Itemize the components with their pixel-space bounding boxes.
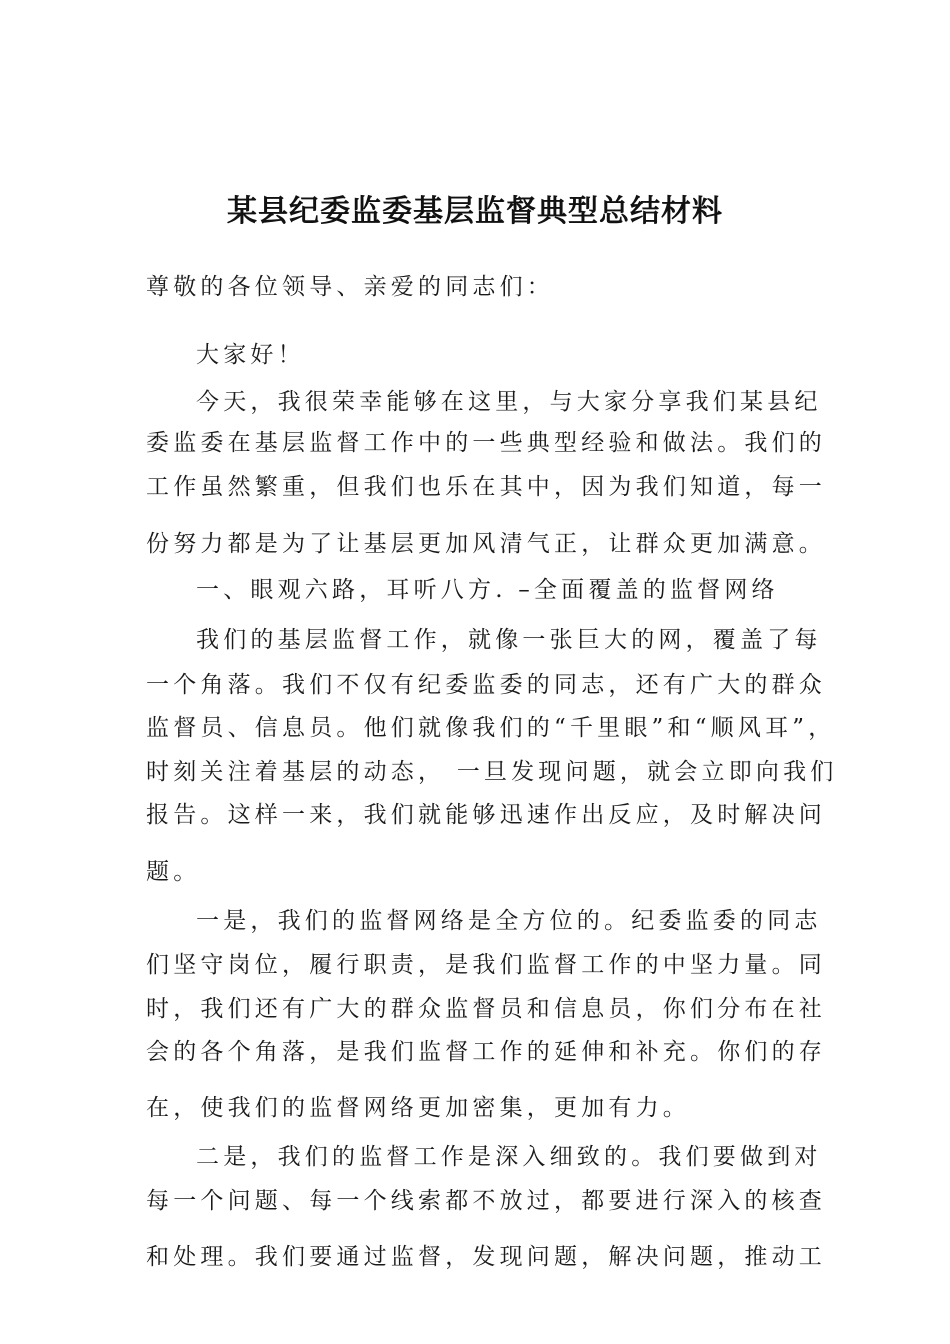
body-text-line: 工作虽然繁重，但我们也乐在其中，因为我们知道，每一: [146, 474, 826, 500]
body-text-line: 在，使我们的监督网络更加密集，更加有力。: [146, 1095, 690, 1121]
body-text-line: 监督员、信息员。他们就像我们的“千里眼”和“顺风耳”，: [146, 715, 836, 741]
body-text-line: 报告。这样一来，我们就能够迅速作出反应，及时解决问: [146, 802, 826, 828]
body-text-line: 时刻关注着基层的动态， 一旦发现问题，就会立即向我们: [146, 759, 838, 785]
body-text-line: 时，我们还有广大的群众监督员和信息员，你们分布在社: [146, 996, 826, 1022]
body-text-line: 委监委在基层监督工作中的一些典型经验和做法。我们的: [146, 430, 826, 456]
body-text-line: 我们的基层监督工作，就像一张巨大的网，覆盖了每: [196, 627, 822, 653]
body-text-line: 会的各个角落，是我们监督工作的延伸和补充。你们的存: [146, 1039, 826, 1065]
greeting-line: 大家好！: [196, 342, 305, 368]
salutation-line: 尊敬的各位领导、亲爱的同志们：: [146, 274, 554, 300]
body-text-line: 一个角落。我们不仅有纪委监委的同志，还有广大的群众: [146, 672, 826, 698]
body-text-line: 二是，我们的监督工作是深入细致的。我们要做到对: [196, 1144, 822, 1170]
body-text-line: 每一个问题、每一个线索都不放过，都要进行深入的核查: [146, 1188, 826, 1214]
body-text-line: 一是，我们的监督网络是全方位的。纪委监委的同志: [196, 908, 822, 934]
body-text-line: 份努力都是为了让基层更加风清气正，让群众更加满意。: [146, 531, 826, 557]
body-text-line: 题。: [146, 859, 201, 885]
body-text-line: 和处理。我们要通过监督，发现问题，解决问题，推动工: [146, 1244, 826, 1270]
document-title: 某县纪委监委基层监督典型总结材料: [227, 194, 723, 229]
body-text-line: 今天，我很荣幸能够在这里，与大家分享我们某县纪: [196, 389, 822, 415]
section-heading-1: 一、眼观六路，耳听八方. –全面覆盖的监督网络: [196, 577, 779, 603]
body-text-line: 们坚守岗位，履行职责，是我们监督工作的中坚力量。同: [146, 952, 826, 978]
